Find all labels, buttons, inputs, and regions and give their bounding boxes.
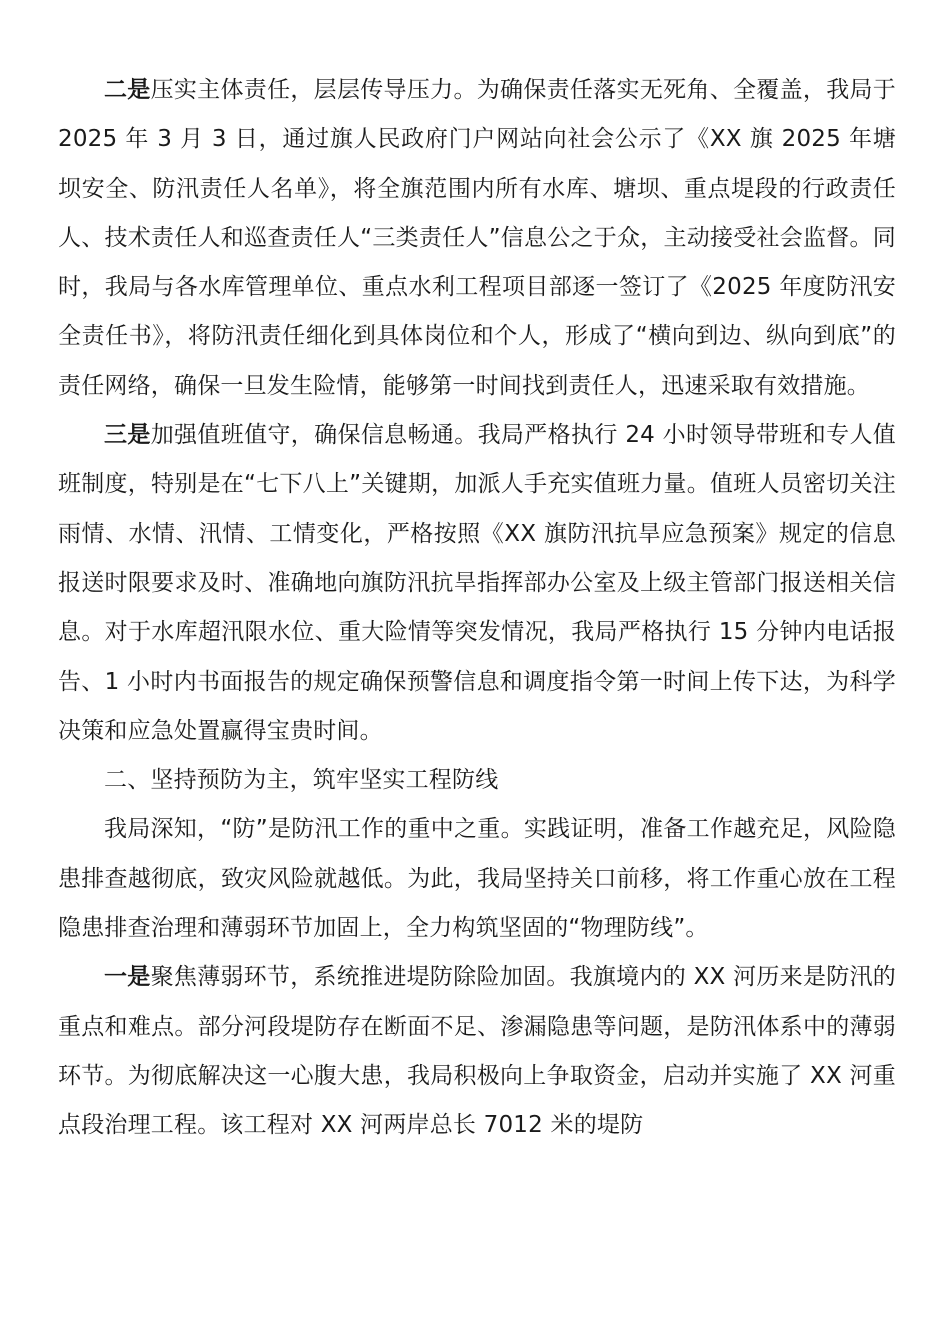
document-page bbox=[58, 66, 896, 1151]
paragraph-body: 我局深知，“防”是防汛工作的重中之重。实践证明，准备工作越充足，风险隐患排查越彻底，致灾风险就越低。为此，我局坚持关口前移，将工作重心放在工程隐患排查治理和薄弱环节加固上，全力构筑坚固的“物理防线”。 bbox=[58, 816, 896, 942]
paragraph-lead: 一是 bbox=[104, 964, 151, 991]
paragraph-body: 聚焦薄弱环节，系统推进堤防除险加固。我旗境内的 XX 河历来是防汛的重点和难点。部分河段堤防存在断面不足、渗漏隐患等问题，是防汛体系中的薄弱环节。为彻底解决这一心腹大患，我局积极向上争取资金，启动并实施了 XX 河重点段治理工程。该工程对 XX 河两岸总长 7012 米的堤防 bbox=[58, 964, 896, 1139]
paragraph-prevention-intro bbox=[58, 805, 896, 953]
section-heading: 二、坚持预防为主，筑牢坚实工程防线 bbox=[104, 767, 499, 794]
paragraph-body: 加强值班值守，确保信息畅通。我局严格执行 24 小时领导带班和专人值班制度，特别是在“七下八上”关键期，加派人手充实值班力量。值班人员密切关注雨情、水情、汛情、工情变化，严格按照《XX 旗防汛抗旱应急预案》规定的信息报送时限要求及时、准确地向旗防汛抗旱指挥部办公室及上级主管部门报送相关信息。对于水库超汛限水位、重大险情等突发情况，我局严格执行 15 分钟内电话报告、1 小时内书面报告的规定确保预警信息和调度指令第一时间上传下达，为科学决策和应急处置赢得宝贵时间。 bbox=[58, 422, 896, 744]
paragraph-lead: 二是 bbox=[104, 77, 151, 103]
paragraph-weak-links bbox=[58, 953, 896, 1150]
paragraph-lead: 三是 bbox=[104, 422, 151, 449]
paragraph-duty-watch bbox=[58, 411, 896, 756]
paragraph-responsibility bbox=[58, 66, 896, 411]
paragraph-body: 压实主体责任，层层传导压力。为确保责任落实无死角、全覆盖，我局于 2025 年 3 月 3 日，通过旗人民政府门户网站向社会公示了《XX 旗 2025 年塘坝安全、防汛责任人名单》，将全旗范围内所有水库、塘坝、重点堤段的行政责任人、技术责任人和巡查责任人“三类责任人”信息公之于众，主动接受社会监督。同时，我局与各水库管理单位、重点水利工程项目部逐一签订了《2025 年度防汛安全责任书》，将防汛责任细化到具体岗位和个人，形成了“横向到边、纵向到底”的责任网络，确保一旦发生险情，能够第一时间找到责任人，迅速采取有效措施。 bbox=[58, 77, 896, 399]
